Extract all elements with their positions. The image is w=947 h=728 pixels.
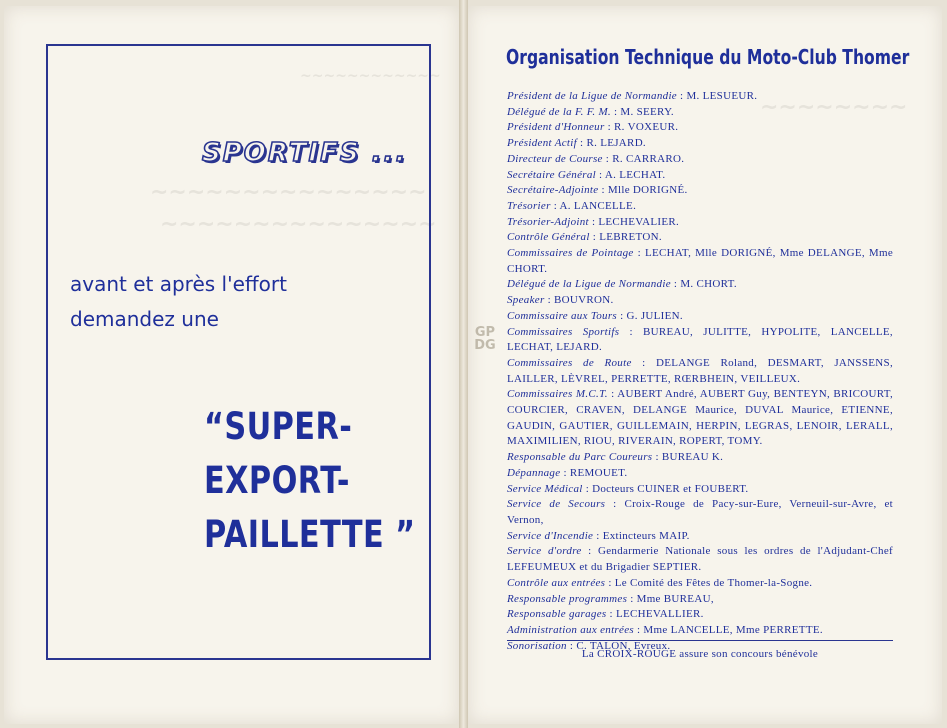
roster-names: LEBRETON. [599, 231, 662, 244]
roster-names: R. VOXEUR. [614, 121, 679, 134]
roster-entry [507, 309, 893, 325]
roster-role: Directeur de Course [507, 152, 603, 165]
roster-entry [507, 497, 893, 528]
bleed-through-text: ~~~~~~~~~~~~ [300, 68, 441, 84]
roster-role: Secrétaire-Adjointe [507, 184, 599, 197]
ad-product-line1: “SUPER- [204, 405, 353, 448]
roster-role: Commissaires de Pointage [507, 247, 634, 260]
roster-separator: : [593, 529, 603, 542]
roster-role: Trésorier-Adjoint [507, 215, 589, 228]
roster-separator: : [589, 231, 600, 244]
roster-names: LECHAT, Mlle DORIGNÉ, Mme DELANGE, Mme CHORT. [507, 247, 893, 275]
roster-separator: : [676, 90, 687, 102]
roster-role: Administration aux entrées [507, 623, 634, 636]
roster-separator: : [596, 168, 605, 181]
roster-separator: : [598, 184, 608, 197]
roster-separator: : [652, 451, 662, 464]
roster-names: Mlle DORIGNÉ. [607, 184, 688, 197]
roster-entry [507, 576, 893, 592]
roster-entry [507, 529, 893, 545]
divider [507, 640, 893, 641]
roster-separator: : [576, 137, 587, 150]
ad-product-line2: EXPORT- [204, 459, 350, 502]
bleed-through-text: ~~~~~~~~~~~~~~~ [160, 212, 437, 237]
roster-separator: : [631, 356, 656, 369]
roster-role: Contrôle Général [507, 231, 590, 244]
roster-separator: : [633, 623, 644, 636]
roster-role: Sonorisation [507, 639, 567, 652]
roster-names: BUREAU K. [661, 451, 724, 464]
roster-names: R. CARRARO. [612, 152, 685, 165]
roster-entry [507, 592, 893, 608]
roster-names: Extincteurs MAIP. [602, 529, 690, 542]
roster-entry [507, 277, 893, 293]
roster-names: C. TALON, Evreux. [576, 639, 671, 652]
collector-stamp: GP DG [474, 325, 496, 353]
roster-role: Commissaires Sportifs [507, 325, 620, 338]
roster-entry [507, 136, 893, 152]
roster-entry [507, 482, 893, 498]
roster-role: Service d'Incendie [507, 529, 594, 542]
roster-entry [507, 215, 893, 231]
roster-separator: : [633, 247, 645, 260]
roster-entry [507, 356, 893, 387]
roster-entry [507, 387, 893, 450]
roster-names: REMOUET. [569, 466, 628, 479]
roster-role: Commissaires de Route [507, 356, 632, 369]
roster-entry [507, 105, 893, 121]
roster-role: Responsable du Parc Coureurs [507, 451, 653, 464]
roster-separator: : [588, 215, 599, 228]
ad-headline: SPORTIFS ... [202, 138, 408, 168]
roster-entry [507, 152, 893, 168]
roster-separator: : [560, 466, 570, 479]
roster-names: G. JULIEN. [626, 309, 683, 322]
roster-separator: : [627, 592, 637, 605]
roster-role: Commissaires M.C.T. [507, 388, 608, 401]
roster-entry [507, 168, 893, 184]
roster-names: M. LESUEUR. [686, 90, 758, 102]
roster-names: M. CHORT. [680, 278, 737, 291]
roster-role: Secrétaire Général [507, 168, 596, 181]
roster-separator: : [607, 388, 618, 401]
roster-names: A. LECHAT. [604, 168, 666, 181]
roster-role: Président d'Honneur [507, 121, 605, 134]
roster-entry [507, 199, 893, 215]
roster-role: Responsable garages [507, 608, 607, 621]
roster-entry [507, 89, 893, 105]
roster-names: M. SEERY. [620, 105, 674, 118]
roster-role: Délégué de la F. F. M. [507, 105, 611, 118]
roster-entry [507, 450, 893, 466]
bleed-through-text: ~~~~~~~~~~~~~~~ [150, 180, 427, 205]
page-title: Organisation Technique du Moto-Club Thomer [506, 45, 910, 69]
roster-separator: : [604, 121, 615, 134]
roster-names: DELANGE Roland, DESMART, JANSSENS, LAILLER, LÈVREL, PERRETTE, RŒRBHEIN, VEILLEUX. [507, 356, 893, 385]
roster-role: Délégué de la Ligue de Normandie [507, 278, 671, 291]
roster-names: R. LEJARD. [586, 137, 646, 150]
roster-role: Service Médical [507, 482, 583, 495]
roster-role: Trésorier [507, 199, 551, 212]
roster-names: AUBERT André, AUBERT Guy, BENTEYN, BRICOURT, COURCIER, CRAVEN, DELANGE Maurice, DUVAL Maurice, ETIENNE, GAUDIN, GAUTIER, GUILLEMAIN, HERPIN, LEGRAS, LENOIR, LERALL, MAXIMILIEN, RIOU, RIVERAIN, ROPERT, TOMY. [507, 388, 893, 448]
roster-names: LECHEVALLIER. [615, 608, 704, 621]
roster-entry [507, 466, 893, 482]
roster-role: Dépannage [507, 466, 561, 479]
roster-role: Président de la Ligue de Normandie [507, 90, 677, 102]
roster-entry [507, 183, 893, 199]
roster-entry [507, 230, 893, 246]
roster-separator: : [544, 294, 554, 307]
advertisement-frame [46, 44, 431, 660]
roster-separator: : [610, 105, 621, 118]
roster-role: Service d'ordre [507, 545, 582, 558]
roster-names: Mme BUREAU, [636, 592, 714, 605]
roster-names: BUREAU, JULITTE, HYPOLITE, LANCELLE, LECHAT, LEJARD. [507, 325, 893, 354]
roster-role: Commissaire aux Tours [507, 309, 618, 322]
ad-product-line3: PAILLETTE ” [204, 513, 416, 556]
roster-names: Docteurs CUINER et FOUBERT. [592, 482, 749, 495]
roster-role: Président Actif [507, 137, 577, 150]
roster-separator: : [605, 498, 625, 511]
roster-entry [507, 623, 893, 639]
roster-separator: : [566, 639, 577, 652]
roster-names: A. LANCELLE. [559, 199, 637, 212]
roster-names: BOUVRON. [554, 294, 614, 307]
roster-names: Mme LANCELLE, Mme PERRETTE. [643, 623, 823, 636]
roster-separator: : [582, 482, 593, 495]
roster-entry [507, 293, 893, 309]
roster-names: Gendarmerie Nationale sous les ordres de l'Adjudant-Chef LEFEUMEUX et du Brigadier SEPTIER. [507, 545, 893, 574]
ad-tagline-line1: avant et après l'effort [70, 272, 287, 296]
ad-tagline-line2: demandez une [70, 307, 219, 331]
roster-role: Speaker [507, 294, 545, 307]
roster-names: LECHEVALIER. [598, 215, 680, 228]
roster-entry [507, 120, 893, 136]
roster-separator: : [581, 545, 598, 558]
roster-entry [507, 325, 893, 356]
roster-entry [507, 607, 893, 623]
roster-role: Responsable programmes [507, 592, 628, 605]
roster-separator: : [617, 309, 627, 322]
footer-note: La CROIX-ROUGE assure son concours bénévole [581, 648, 819, 660]
roster-separator: : [670, 278, 681, 291]
roster-role: Contrôle aux entrées [507, 576, 606, 589]
roster-separator: : [550, 199, 560, 212]
roster-names: Le Comité des Fêtes de Thomer-la-Sogne. [614, 576, 813, 589]
roster-separator: : [602, 152, 613, 165]
roster-separator: : [605, 576, 615, 589]
roster-separator: : [619, 325, 644, 338]
roster-names: Croix-Rouge de Pacy-sur-Eure, Verneuil-sur-Avre, et Vernon, [507, 498, 893, 526]
bleed-through-text: ~~~~~~~~ [760, 95, 908, 120]
staff-roster [507, 89, 893, 654]
roster-entry [507, 246, 893, 277]
roster-role: Service de Secours [507, 498, 606, 511]
roster-separator: : [606, 608, 616, 621]
roster-entry [507, 544, 893, 575]
